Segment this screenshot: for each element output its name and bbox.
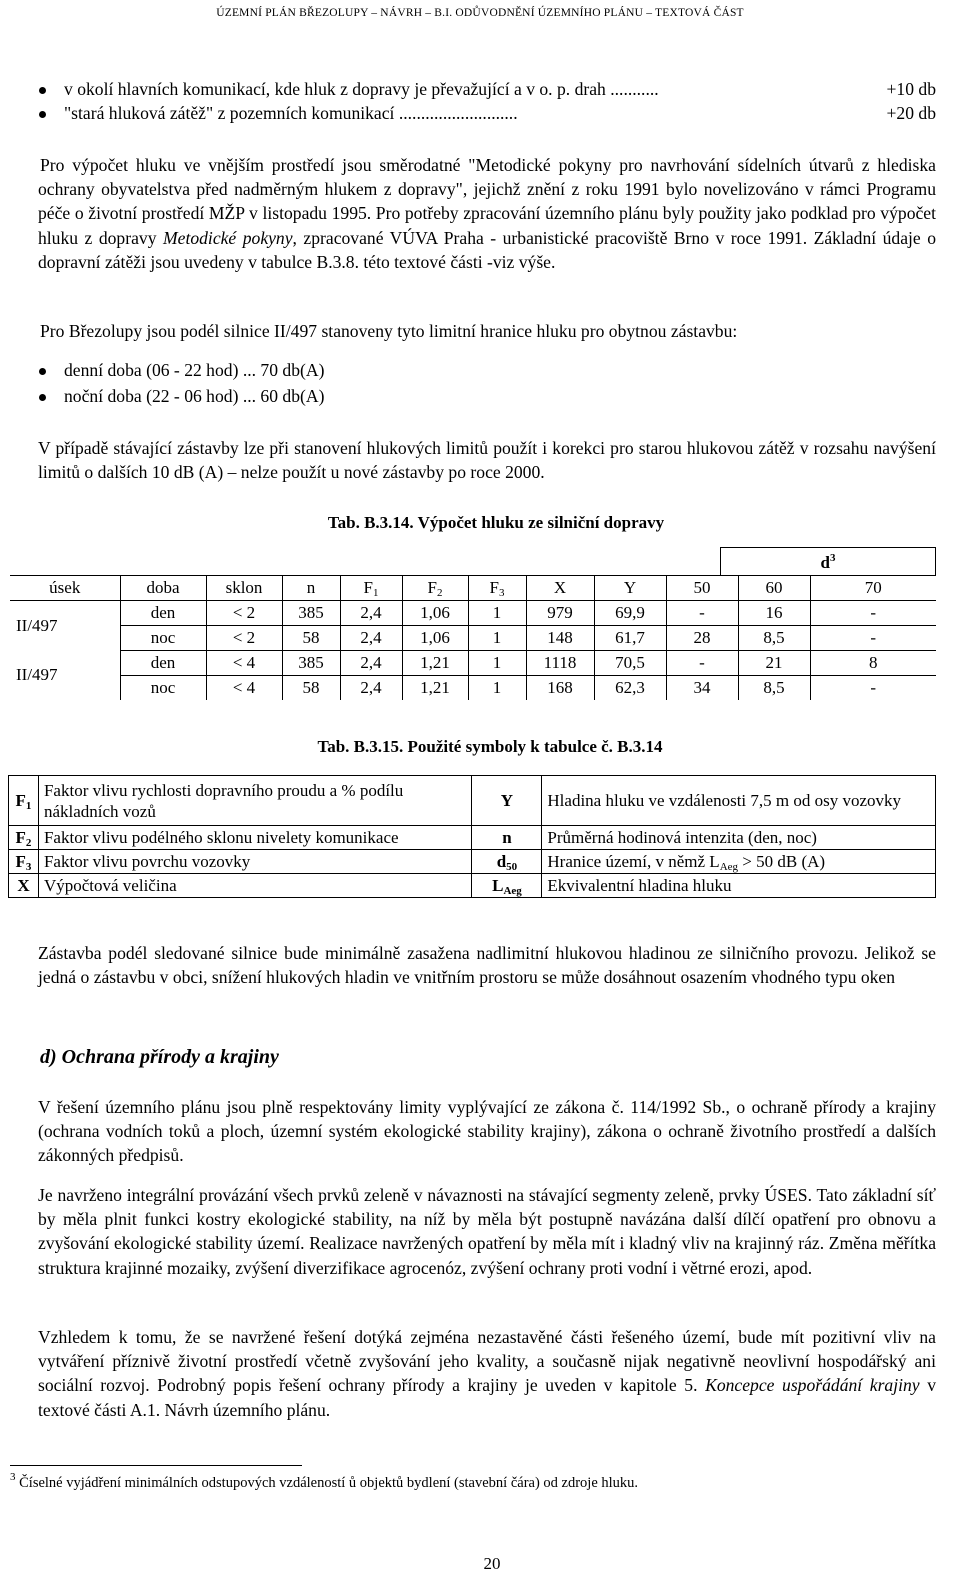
paragraph-nature-law: V řešení územního plánu jsou plně respektovány limity vyplývající ze zákona č. 114/1992 Sb., o ochraně přírody a krajiny (ochrana vodních toků a ploch, územní systém ekologické stability krajiny), zákona o ochraně životního prostředí a dalších zákonných předpisů.: [38, 1097, 936, 1166]
description-cell: Hranice území, v němž $L_{Aeg} > 50$ dB (A): [542, 850, 936, 874]
footnote-mark: 3: [10, 1471, 16, 1483]
cell: 385: [282, 651, 340, 676]
cell: 21: [738, 651, 810, 676]
cell: 2,4: [340, 626, 402, 651]
col-header: úsek: [10, 576, 120, 601]
bullet-icon: [39, 111, 46, 118]
cell: -: [810, 676, 936, 701]
table1-header-row: [10, 576, 936, 601]
page-number: 20: [483, 1554, 501, 1573]
running-header: ÚZEMNÍ PLÁN BŘEZOLUPY – NÁVRH – B.I. ODŮVODNĚNÍ ÚZEMNÍHO PLÁNU – TEXTOVÁ ČÁST: [216, 7, 744, 19]
cell: < 4: [206, 651, 282, 676]
cell: 2,4: [340, 651, 402, 676]
cell: 8,5: [738, 676, 810, 701]
bullet-value: +20 db: [886, 103, 936, 123]
description-cell: Průměrná hodinová intenzita (den, noc): [542, 826, 936, 850]
table-row: [10, 676, 936, 701]
d-column-group-header: $d^3$: [720, 547, 936, 575]
cell: 148: [526, 626, 594, 651]
limit-bullet-day: denní doba (06 - 22 hod) ... 70 db(A): [64, 359, 324, 381]
col-header: X: [526, 576, 594, 601]
noise-calculation-table: [10, 575, 936, 700]
symbols-table: [8, 775, 936, 898]
symbol-cell: $L_{Aeg}$: [472, 874, 542, 898]
cell: 1,21: [402, 651, 468, 676]
cell: < 2: [206, 626, 282, 651]
col-header: 60: [738, 576, 810, 601]
cell: 2,4: [340, 676, 402, 701]
bullet-icon: [39, 87, 46, 94]
symbol-cell: n: [472, 826, 542, 850]
bullet-icon: [39, 368, 46, 375]
cell: 979: [526, 601, 594, 626]
paragraph-greenery: Je navrženo integrální provázání všech prvků zeleně v návaznosti na stávající segmenty zeleně, prvky ÚSES. Tato základní síť by měla plnit funkci kostry ekologické stability, na níž by měla být postupně navázána další dílčí opatření pro obnovu a zvyšování ekologické stability území. Realizace navržených opatření by měla mít i kladný vliv na krajinný ráz. Změna měřítka struktura krajinné mozaiky, zvýšení diverzifikace agrocenóz, zvýšení ochrany proti vodní i větrné erozi, apod.: [38, 1185, 936, 1278]
col-header: $F_1$: [340, 576, 402, 601]
table-row: [10, 651, 936, 676]
cell: 385: [282, 601, 340, 626]
cell: 70,5: [594, 651, 666, 676]
table-row: [9, 874, 936, 898]
table-row: [10, 601, 936, 626]
cell: 8: [810, 651, 936, 676]
cell: -: [810, 601, 936, 626]
cell: -: [810, 626, 936, 651]
paragraph-methodology: Pro výpočet hluku ve vnějším prostředí jsou směrodatné "Metodické pokyny pro navrhování sídelních útvarů z hlediska ochrany obyvatelstva před nadměrným hlukem z dopravy", jejichž znění z roku 1991 bylo novelizováno v rámci Programu péče o životní prostředí MŽP v listopadu 1995. Pro potřeby zpracování územního plánu byly použity jako podklad pro výpočet hluku z dopravy Metodické pokyny, zpracované VÚVA Praha - urbanistické pracoviště Brno v roce 1991. Základní údaje o dopravní zátěži jsou uvedeny v tabulce B.3.8. této textové části -viz výše.: [38, 155, 936, 272]
noise-bullet-2: [64, 102, 936, 124]
usek-cell: II/497: [16, 665, 58, 685]
cell: 58: [282, 676, 340, 701]
paragraph-impact: Vzhledem k tomu, že se navržené řešení dotýká zejména nezastavěné části řešeného území, bude mít pozitivní vliv na vytváření příznivě životní prostředí včetně zvyšování jeho kvality, a současně nijak negativně neovlivní hospodářský ani sociální rozvoj. Podrobný popis řešení ochrany přírody a krajiny je uveden v kapitole 5. Koncepce uspořádání krajiny v textové části A.1. Návrh územního plánu.: [38, 1327, 936, 1420]
col-header: $F_2$: [402, 576, 468, 601]
cell: 34: [666, 676, 738, 701]
footnote-text: Číselné vyjádření minimálních odstupových vzdáleností ů objektů bydlení (stavební čára) od zdroje hluku.: [19, 1475, 639, 1491]
cell: 1118: [526, 651, 594, 676]
cell: 168: [526, 676, 594, 701]
symbol-cell: X: [9, 874, 39, 898]
col-header: 50: [666, 576, 738, 601]
footnote-separator: [10, 1465, 302, 1466]
cell: 1,06: [402, 601, 468, 626]
cell: 58: [282, 626, 340, 651]
cell: < 2: [206, 601, 282, 626]
section-heading: d) Ochrana přírody a krajiny: [40, 1046, 279, 1068]
noise-bullet-1: [64, 78, 936, 100]
bullet-text: "stará hluková zátěž" z pozemních komunikací: [64, 103, 395, 123]
cell: den: [120, 651, 206, 676]
cell: 1: [468, 601, 526, 626]
description-cell: Ekvivalentní hladina hluku: [542, 874, 936, 898]
footnote: [10, 1471, 639, 1492]
cell: -: [666, 651, 738, 676]
paragraph-limits-intro: Pro Březolupy jsou podél silnice II/497 stanoveny tyto limitní hranice hluku pro obytnou zástavbu:: [40, 321, 738, 341]
bullet-icon: [39, 394, 46, 401]
col-header: n: [282, 576, 340, 601]
description-cell: Výpočtová veličina: [38, 874, 472, 898]
table-row: [9, 850, 936, 874]
paragraph-building-exposure: Zástavba podél sledované silnice bude minimálně zasažena nadlimitní hlukovou hladinou ze silničního provozu. Jelikož se jedná o zástavbu v obci, snížení hlukových hladin ve vnitřním prostoru se může dosáhnout osazením vhodného typu oken: [38, 943, 936, 988]
cell: 28: [666, 626, 738, 651]
paragraph-old-load: V případě stávající zástavby lze při stanovení hlukových limitů použít i korekci pro starou hlukovou zátěž v rozsahu navýšení limitů o dalších 10 dB (A) – nelze použít u nové zástavby po roce 2000.: [38, 438, 936, 483]
bullet-text: v okolí hlavních komunikací, kde hluk z dopravy je převažující a v o. p. drah: [64, 79, 606, 99]
description-cell: Faktor vlivu podélného sklonu nivelety komunikace: [38, 826, 472, 850]
bullet-value: +10 db: [886, 79, 936, 99]
cell: 2,4: [340, 601, 402, 626]
cell: den: [120, 601, 206, 626]
table2-caption: Tab. B.3.15. Použité symboly k tabulce č. B.3.14: [317, 737, 663, 756]
cell: 8,5: [738, 626, 810, 651]
cell: -: [666, 601, 738, 626]
col-header: doba: [120, 576, 206, 601]
description-cell: Hladina hluku ve vzdálenosti 7,5 m od osy vozovky: [542, 776, 936, 826]
table1-caption: Tab. B.3.14. Výpočet hluku ze silniční dopravy: [327, 513, 665, 532]
usek-cell: II/497: [16, 615, 58, 635]
cell: 1: [468, 676, 526, 701]
symbol-cell: $F_2$: [9, 826, 39, 850]
cell: 62,3: [594, 676, 666, 701]
col-header: $F_3$: [468, 576, 526, 601]
table-row: [9, 776, 936, 826]
table-row: [9, 826, 936, 850]
table-row: [10, 626, 936, 651]
symbol-cell: $F_3$: [9, 850, 39, 874]
col-header: 70: [810, 576, 936, 601]
bullet-dots: ...........: [610, 79, 659, 99]
cell: 16: [738, 601, 810, 626]
description-cell: Faktor vlivu rychlosti dopravního proudu a % podílu nákladních vozů: [38, 776, 472, 826]
cell: noc: [120, 676, 206, 701]
cell: < 4: [206, 676, 282, 701]
cell: 69,9: [594, 601, 666, 626]
cell: 1,21: [402, 676, 468, 701]
cell: 1,06: [402, 626, 468, 651]
cell: 61,7: [594, 626, 666, 651]
symbol-cell: $d_{50}$: [472, 850, 542, 874]
cell: 1: [468, 626, 526, 651]
symbol-cell: $F_1$: [9, 776, 39, 826]
cell: noc: [120, 626, 206, 651]
col-header: Y: [594, 576, 666, 601]
description-cell: Faktor vlivu povrchu vozovky: [38, 850, 472, 874]
col-header: sklon: [206, 576, 282, 601]
limit-bullet-night: noční doba (22 - 06 hod) ... 60 db(A): [64, 385, 324, 407]
symbol-cell: Y: [472, 776, 542, 826]
bullet-dots: ...........................: [398, 103, 518, 123]
cell: 1: [468, 651, 526, 676]
